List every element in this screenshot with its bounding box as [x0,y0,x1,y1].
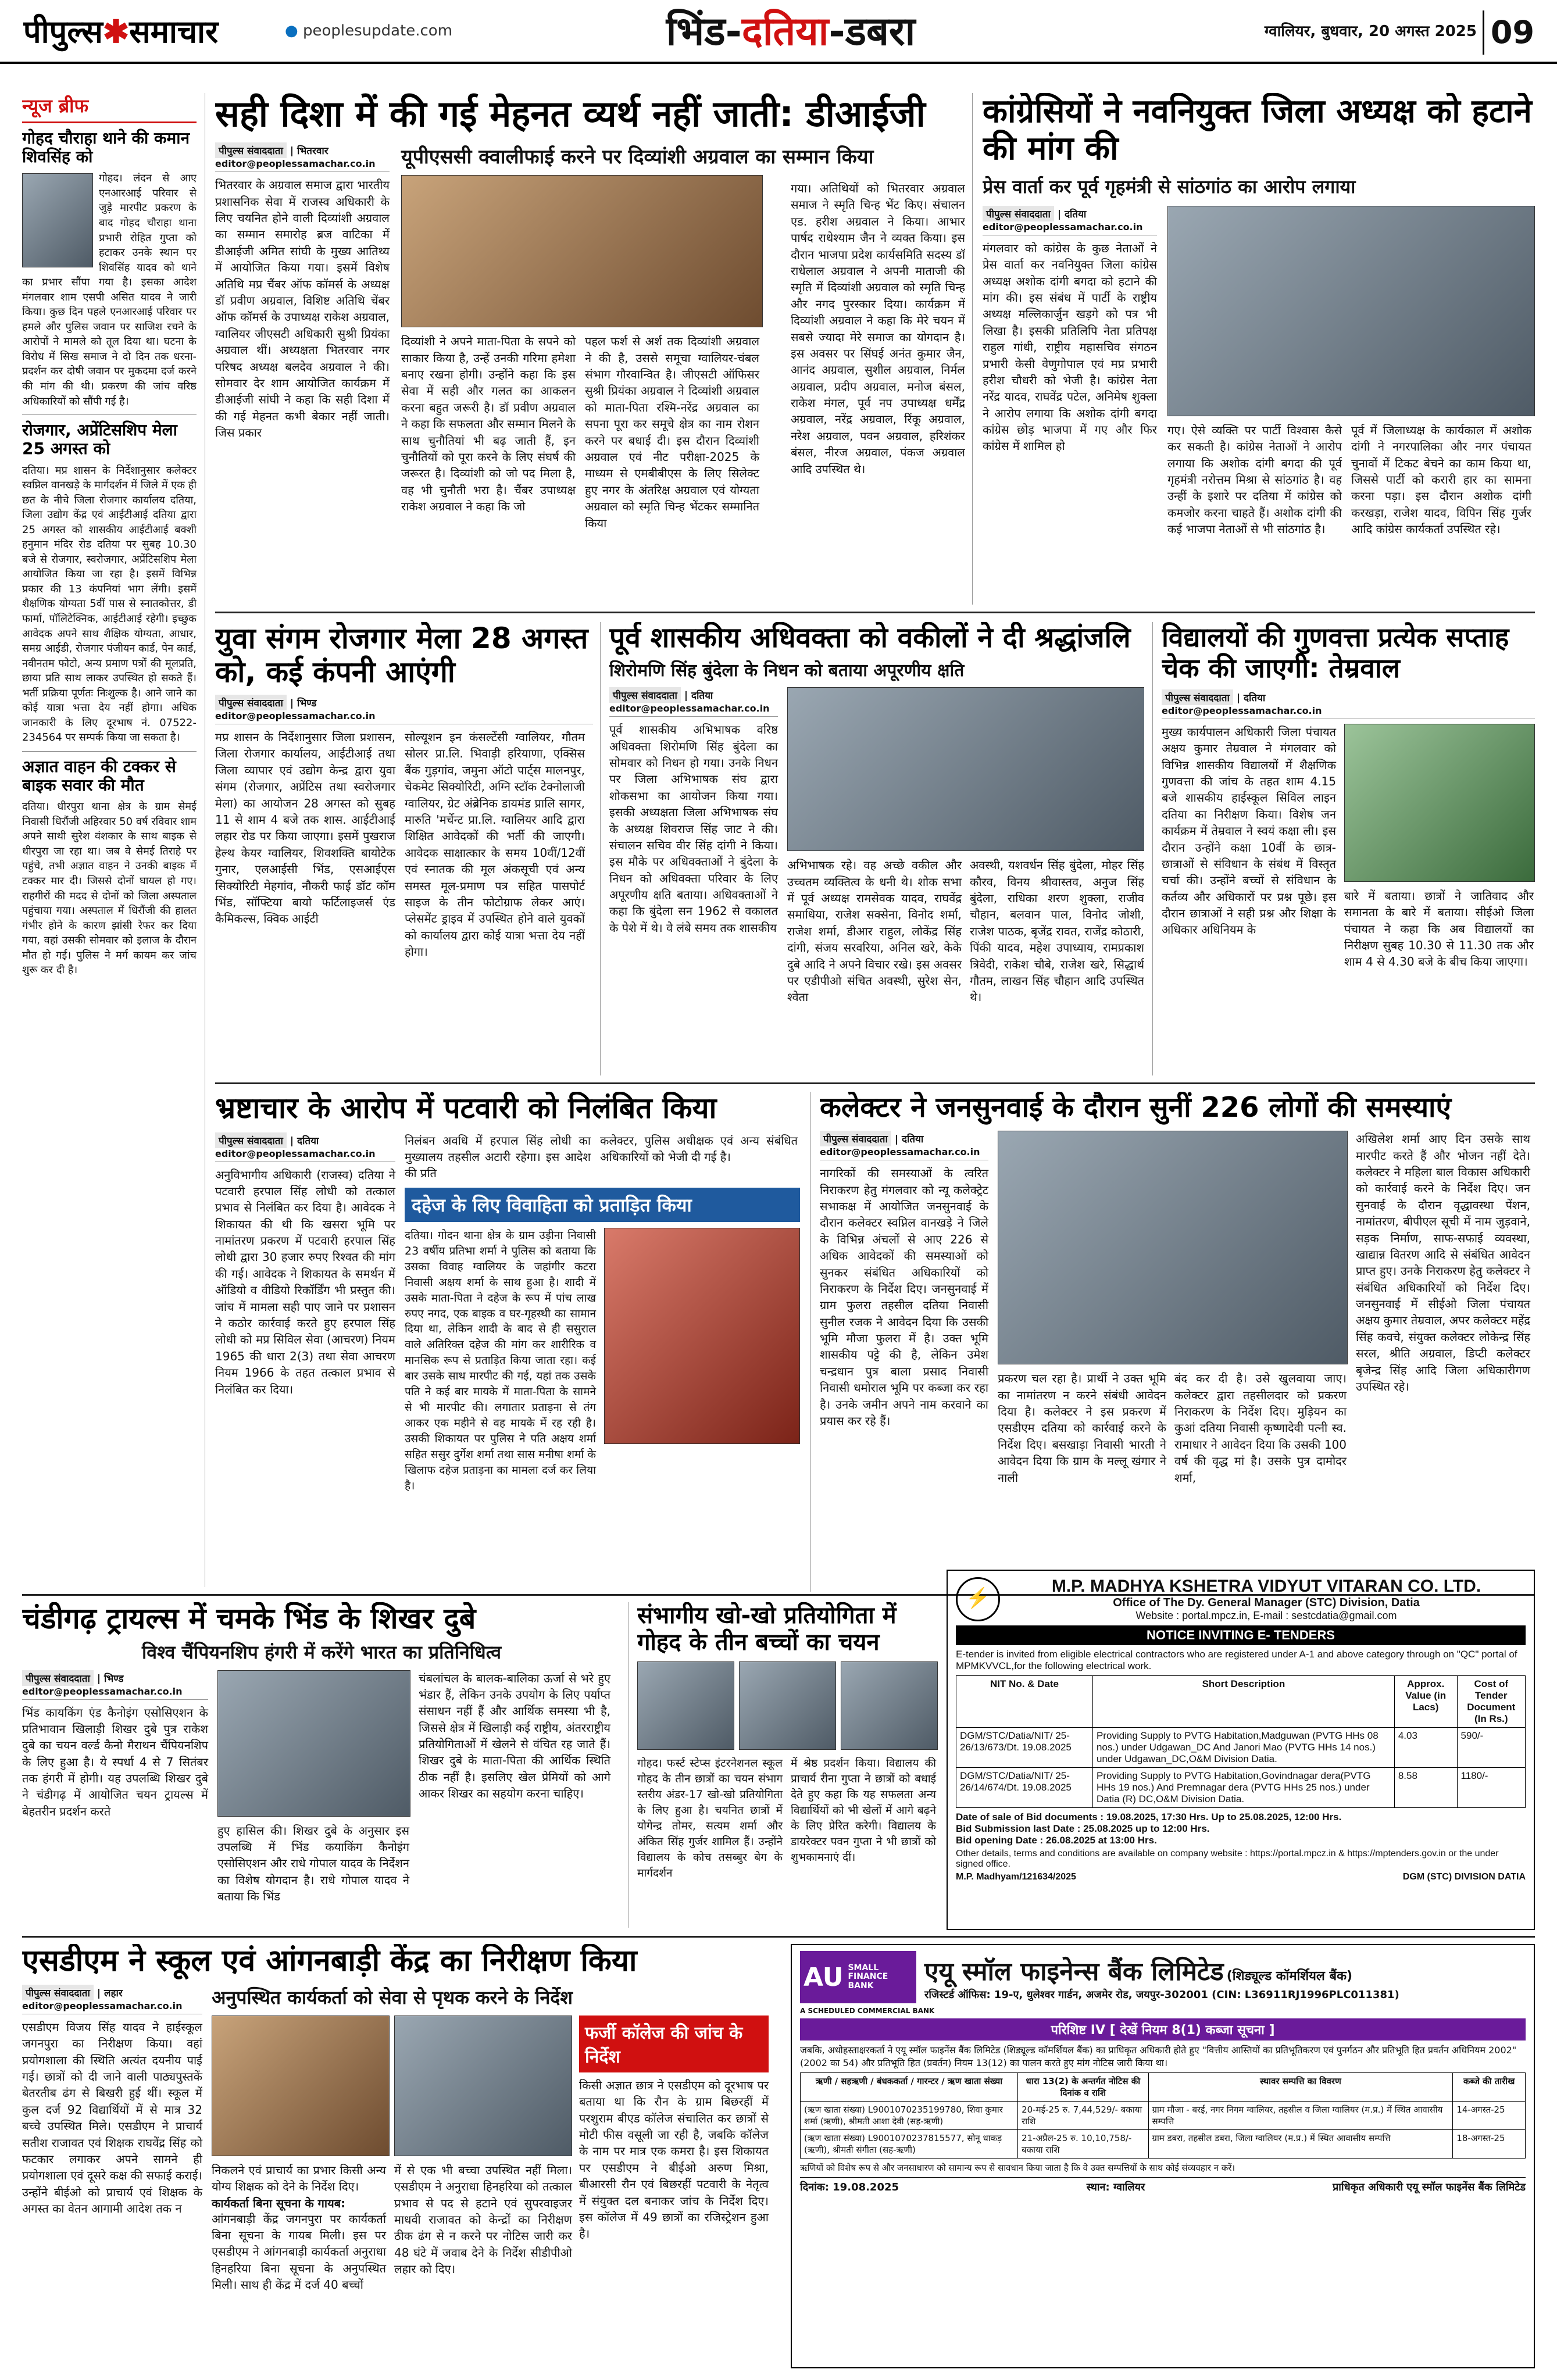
edition-part-c: -डबरा [829,9,916,55]
site-url[interactable] [285,22,459,45]
article-shikhar-col3: चंबलांचल के बालक-बालिका ऊर्जा से भरे हुए भंडार हैं, लेकिन उनके उपयोग के लिए पर्याप्त संसाधन नहीं हैं और आर्थिक समस्या भी है, जिससे क्षेत्र में खिलाड़ी कई राष्ट्रीय, अंतरराष्ट्रीय प्रतियोगिताओं में खेलने से वंचित रह जाते हैं। शिखर दुबे के माता-पिता की आर्थिक स्थिति ठीक नहीं है। इसलिए खेल प्रेमियों को आगे आकर शिखर का सहयोग करना चाहिए। [419,1671,610,1801]
article-tribute-col1: पूर्व शासकीय अभिभाषक वरिष्ठ अधिवक्ता शिरोमणि सिंह बुंदेला का सोमवार को निधन हो गया। उनके निधन पर जिला अभिभाषक संघ द्वारा शोकसभा का आयोजन किया गया। इसकी अध्यक्षता जिला अभिभाषक संघ के अध्यक्ष शिवराज सिंह जाट ने की। संचालन सचिव वीर सिंह दांगी ने किया। इस मौके पर अधिवक्ताओं ने बुंदेला के निधन को अधिवक्ता परिवार के लिए अपूरणीय क्षति बताया। अधिवक्ताओं ने कहा कि बुंदेला सन 1962 से वकालत के पेशे में थे। वे लंबे समय तक शासकीय [609,723,778,935]
table-row [956,1768,1526,1808]
tender-office: Office of The Dy. General Manager (STC) Division, Datia [1113,1596,1420,1609]
khokho-student-photo-3 [841,1661,938,1750]
tender-logo-icon: ⚡ [956,1577,1000,1621]
tender-date-value: 26.08.2025 at 13:00 Hrs. [1045,1835,1157,1846]
tender-company: M.P. MADHYA KSHETRA VIDYUT VITARAN CO. LTD. [1051,1577,1481,1596]
au-cell: ग्राम मौजा - बरई, नगर निगम ग्वालियर, तहसील व जिला ग्वालियर (म.प्र.) में स्थित आवासीय सम्पत्ति [1148,2102,1453,2130]
article-dig-col3: पहल फर्श से अर्श तक दिव्यांशी अग्रवाल ने की है, उससे समूचा ग्वालियर-चंबल संभाग गौरवान्वित है। जीएसटी ऑफिसर सुश्री प्रियंका अग्रवाल ने दिव्यांशी अग्रवाल को माता-पिता रश्मि-नरेंद्र अग्रवाल का सपना पूरा कर समूचे क्षेत्र का नाम रोशन करने पर बधाई दी। इस दौरान दिव्यांशी अग्रवाल एवं नीट परीक्षा-2025 के माध्यम से एमबीबीएस के लिए सिलेक्ट हुए नगर के अंतरिक्ष अग्रवाल एवं योग्यता अग्रवाल को स्मृति चिन्ह भेंटकर सम्मानित किया [585,334,759,530]
article-job-fair-email: editor@peoplessamachar.co.in [215,710,593,724]
tender-date-value: 19.08.2025, 17:30 Hrs. Up to 25.08.2025, 12:00 Hrs. [1106,1811,1342,1822]
article-tribute-headline: पूर्व शासकीय अधिवक्ता को वकीलों ने दी श्रद्धांजलि [609,622,1131,654]
tender-cell: 4.03 [1394,1728,1457,1768]
article-khokho-col2: में श्रेष्ठ प्रदर्शन किया। विद्यालय की प्राचार्य रीना गुप्ता ने छात्रों को बधाई देते हुए कहा कि यह सफलता अन्य विद्यार्थियों को भी खेलों में आगे बढ़ने के लिए प्रेरित करेगी। विद्यालय के डायरेक्टर पवन गुप्ता ने भी छात्रों को शुभकामनाएं दीं। [791,1757,936,1864]
tender-footer: Other details, terms and conditions are available on company website : https://portal.mpcz.in & https://mptenders.gov.in or the under signed office. [956,1849,1499,1869]
au-notice-title: परिशिष्ट IV [ देखें नियम 8(1) कब्जा सूचना ] [800,2018,1526,2040]
tender-cell: Providing Supply to PVTG Habitation,Madguwan (PVTG HHs 08 nos.) under Udgawan_DC And Janori Mao (PVTG HHs 14 nos.) under Udgawan_DC,O&M Division Datia. [1092,1728,1394,1768]
article-sdm-col3: में से एक भी बच्चा उपस्थित नहीं मिला। एसडीएम ने अनुराधा हिनहरिया को तत्काल प्रभाव से पद से हटाने एवं सुपरवाइजर माधवी राजावत को केन्द्रों का निरीक्षण ठीक ढंग से न करने पर नोटिस जारी कर 48 घंटे में जवाब देने के निर्देश सीडीपीओ लहार को दिए। [394,2163,572,2277]
article-job-fair-headline: युवा संगम रोजगार मेला 28 अगस्त को, कई कंपनी आएंगी [215,622,588,689]
brief-item-2-text: दतिया। मप्र शासन के निर्देशानुसार कलेक्टर स्वप्निल वानखड़े के मार्गदर्शन में जिले में एक ही छत के नीचे जिला रोजगार कार्यालय दतिया, जिला उद्योग केंद्र एवं आईटीआई दतिया द्वारा 25 अगस्त को शासकीय आईटीआई बक्शी हनुमान मंदिर रोड दतिया पर सुबह 10.30 बजे से रोजगार, स्वरोजगार, अप्रेंटिसशिप मेला आयोजित किया जा रहा है। इसमें विभिन्न प्रकार की 13 कंपनियां भाग लेंगी। इसमें शैक्षणिक योग्यता 5वीं पास से स्नातकोत्तर, डी फार्मा, पॉलिटेक्निक, आईटीआई रहेगी। इच्छुक आवेदक अपने साथ शैक्षिक योग्यता, आधार, समग्र आईडी, रोजगार पंजीयन कार्ड, पेन कार्ड, नवीनतम फोटो, अन्य प्रमाण पत्रों की मूलप्रति, छाया प्रति साथ लाकर उपस्थित हो सकते हैं। भर्ती प्रक्रिया पूर्णतः निःशुल्क है। आने जाने का कोई यात्रा भत्ता देय नहीं होगा। अधिक जानकारी के लिए दूरभाष नं. 07522-234564 पर सम्पर्क किया जा सकता है। [22,464,197,744]
au-logo-sub3: BANK [848,1981,874,1991]
article-sdm-note-title: कार्यकर्ता बिना सूचना के गायब: [212,2196,346,2210]
brand-right: समाचार [129,13,219,50]
article-patwari-headline: भ्रष्टाचार के आरोप में पटवारी को निलंबित किया [215,1092,717,1125]
article-sdm-headline: एसडीएम ने स्कूल एवं आंगनबाड़ी केंद्र का निरीक्षण किया [22,1944,637,1978]
au-col-header: ऋणी / सहऋणी / बंधककर्ता / गारन्टर / ऋण खाता संख्या [801,2073,1018,2102]
brief-item-1-title: गोहद चौराहा थाने की कमान शिवसिंह को [22,128,190,167]
article-khokho [637,1602,940,1928]
au-bank-notice [791,1944,1535,2368]
article-sdm-col1: एसडीएम विजय सिंह यादव ने हाईस्कूल जगनपुरा का निरीक्षण किया। वहां प्रयोगशाला की स्थिति अत्यंत दयनीय पाई गई। छात्रों को दी जाने वाली पाठ्यपुस्तकें बेतरतीब ढंग से बिखरी हुई थीं। स्कूल में कुल दर्ज 92 विद्यार्थियों में से मात्र 32 बच्चे उपस्थित मिले। एसडीएम ने प्राचार्य सतीश राजावत एवं शिक्षक राघवेंद्र सिंह को फटकार लगाकर अपने सामने ही प्रयोगशाला एवं दूसरे कक्ष की सफाई कराई। उन्होंने बीईओ को प्राचार्य एवं शिक्षक के अगस्त का वेतन आगामी आदेश तक न [22,2020,202,2216]
au-cell: 21-अप्रैल-25 रु. 10,10,758/- बकाया राशि [1018,2130,1148,2159]
edition-part-b: दतिया [741,9,829,55]
tender-table [956,1675,1526,1808]
au-title-sub: (शिड्यूल्ड कॉमर्शियल बैंक) [1226,1969,1353,1984]
article-patwari-col2: निलंबन अवधि में हरपाल सिंह लोधी का मुख्यालय तहसील अटारी रहेगा। इस आदेश की प्रति [405,1133,591,1181]
au-cell: 14-अगस्त-25 [1453,2102,1526,2130]
article-sdm-place: लहार [103,1987,123,1999]
article-congress: कांग्रेसियों ने नवनियुक्त जिला अध्यक्ष को हटाने की मांग की प्रेस वार्ता कर पूर्व गृहमंत्री से सांठगांठ का आरोप लगाया पीपुल्स संवाददाता | दतिया editor@peoplessamachar.co.in मंगलवार को कांग्रेस के कुछ नेताओं ने प्रेस वार्ता कर नवनियुक्त जिला कांग्रेस अध्यक्ष अशोक दांगी बगदा को हटाने की मांग की। इस संबंध में पार्टी के राष्ट्रीय अध्यक्ष मल्लिकार्जुन खड़गे को पत्र भी लिखा है। इसकी प्रतिलिपि नेता प्रतिपक्ष राहुल गांधी, राष्ट्रीय महासचिव संगठन प्रभारी केसी वेणुगोपाल एवं मप्र प्रभारी हरीश चौधरी को भेजी है। कांग्रेस नेता नरेंद्र यादव, राघवेंद्र पटेल, अनिमेष शुक्ला ने आरोप लगाया कि अशोक दांगी बगदा कांग्रेस छोड़ भाजपा में गए और फिर कांग्रेस में शामिल हो गए। ऐसे व्यक्ति पर पार्टी विश्वास कैसे कर सकती है। कांग्रेस नेताओं ने आरोप लगाया कि अशोक दांगी बगदा की पूर्व गृहमंत्री नरोत्तम मिश्रा से सांठगांठ है। वह उन्हीं के इशारे पर दतिया में कांग्रेस को कमजोर करना चाहते हैं। अशोक दांगी की कई भाजपा नेताओं से भी सांठगांठ है। पूर्व में जिलाध्यक्ष के कार्यकाल में अशोक दांगी ने नगरपालिका और नगर पंचायत चुनावों में टिकट बेचने का काम किया था, जिससे पार्टी को करारी हार का सामना करना पड़ा। इस दौरान अशोक दांगी करखड़ा, राजेश यादव, विपिन सिंह गुर्जर आदि कांग्रेस कार्यकर्ता उपस्थित रहे। [983,93,1535,605]
article-collector-col1: नागरिकों की समस्याओं के त्वरित निराकरण हेतु मंगलवार को न्यू कलेक्ट्रेट सभाकक्ष में आयोजित जनसुनवाई के दौरान कलेक्टर स्वप्निल वानखड़े ने जिले के विभिन्न अंचलों से आए 226 से अधिक आवेदकों की समस्याओं को सुनकर संबंधित अधिकारियों को निराकरण के निर्देश दिए। जनसुनवाई में ग्राम फुलरा तहसील दतिया निवासी सुनील रजक ने आवेदन दिया कि उसकी भूमि मौजा फुलरा में है। उक्त भूमि शासकीय पट्टे की है, लेकिन उमेश चन्द्रधान पुत्र बाला प्रसाद निवासी निवासी धमोराल भूमि पर कब्जा कर रहा है। उनके जमीन अपने नाम करवाने का प्रयास कर रहे हैं। [820,1166,988,1428]
article-job-fair-col2: सोल्यूशन इन कंसल्टेंसी ग्वालियर, गौतम सोलर प्रा.लि. भिवाड़ी हरियाणा, एक्सिस बैंक गुड़गांव, जमुना ऑटो पार्ट्स मालनपुर, चेकमेट सिक्योरिटी, अग्नि स्टॉक टेक्नोलाजी ग्वालियर, ग्रेट अंब्रेनिक डायमंड प्रालि सागर, मारुति 'मर्चेन्ट प्रा.लि. ग्वालियर आदि द्वारा शिक्षित आवेदकों की भर्ती की जाएगी। आवेदक साक्षात्कार के समय 10वीं/12वीं एवं स्नातक की मूल अंकसूची एवं अन्य समस्त मूल-प्रमाण पत्र सहित पासपोर्ट साइज के तीन फोटोग्राफ लेकर आएं। प्लेसमेंट ड्राइव में उपस्थित होने वाले युवकों को कार्यालय द्वारा कोई यात्रा भत्ता देय नहीं होगा। [405,730,585,959]
article-tribute-photo-meeting [787,687,1144,851]
masthead [0,0,1557,64]
article-dig-col4: गया। अतिथियों को भितरवार अग्रवाल समाज ने स्मृति चिन्ह भेंट किए। संचालन एड. हरीश अग्रवाल ने किया। आभार पार्षद राधेश्याम जैन ने व्यक्त किया। इस दौरान भाजपा प्रदेश कार्यसमिति सदस्य डॉ राधेलाल अग्रवाल ने अपनी माताजी की स्मृति में दिव्यांशी अग्रवाल को स्मृति चिन्ह और नगद पुरस्कार दिया। कार्यक्रम में दिव्यांशी अग्रवाल ने कहा कि मेरे चयन में सबसे ज्यादा मेरे समाज का योगदान है। इस अवसर पर सिंघई अनंत कुमार जैन, आनंद अग्रवाल, सुशील अग्रवाल, निर्मल अग्रवाल, प्रदीप अग्रवाल, मनोज बंसल, राकेश मंगल, पूर्व नप उपाध्यक्ष धर्मेंद्र अग्रवाल, नरेंद्र अग्रवाल, रिंकू अग्रवाल, नरेश अग्रवाल, पवन अग्रवाल, हरिशंकर बंसल, नीरज अग्रवाल, पंकज अग्रवाल आदि उपस्थित थे। [791,181,965,476]
au-cell: (ऋण खाता संख्या) L9001070235199780, शिवा कुमार शर्मा (ऋणी), श्रीमती आशा देवी (सह-ऋणी) [801,2102,1018,2130]
brand-star-icon: ✱ [102,13,130,50]
page-number: 09 [1483,10,1541,55]
tender-col-header: Cost of Tender Document (In Rs.) [1457,1676,1525,1728]
article-congress-dek: प्रेस वार्ता कर पूर्व गृहमंत्री से सांठगांठ का आरोप लगाया [983,175,1356,198]
news-brief-label: न्यूज ब्रीफ [22,93,197,123]
tender-date-value: 25.08.2025 up to 12:00 Hrs. [1083,1823,1210,1834]
tender-col-header: NIT No. & Date [956,1676,1093,1728]
tender-ref: M.P. Madhyam/121634/2025 [956,1872,1076,1882]
au-title: एयू स्मॉल फाइनेन्स बैंक लिमिटेड [924,1957,1224,1986]
globe-icon: ● [285,22,298,40]
article-congress-col3: पूर्व में जिलाध्यक्ष के कार्यकाल में अशोक दांगी ने नगरपालिका और नगर पंचायत चुनावों में टिकट बेचने का काम किया था, जिससे पार्टी को करारी हार का सामना करना पड़ा। इस दौरान अशोक दांगी करखड़ा, राजेश यादव, विपिन सिंह गुर्जर आदि कांग्रेस कार्यकर्ता उपस्थित रहे। [1351,423,1531,537]
au-place: स्थान: ग्वालियर [1086,2181,1145,2194]
article-patwari-email: editor@peoplessamachar.co.in [215,1148,395,1162]
article-shikhar-dek: विश्व चैंपियनशिप हंगरी में करेंगे भारत का प्रतिनिधित्व [142,1641,501,1663]
article-congress-col1: मंगलवार को कांग्रेस के कुछ नेताओं ने प्रेस वार्ता कर नवनियुक्त जिला कांग्रेस अध्यक्ष अशोक दांगी बगदा को हटाने की मांग की। इस संबंध में पार्टी के राष्ट्रीय अध्यक्ष मल्लिकार्जुन खड़गे को पत्र भी लिखा है। इसकी प्रतिलिपि नेता प्रतिपक्ष राहुल गांधी, राष्ट्रीय महासचिव संगठन प्रभारी केसी वेणुगोपाल एवं मप्र प्रभारी हरीश चौधरी को भेजी है। कांग्रेस नेता नरेंद्र यादव, राघवेंद्र पटेल, अनिमेष शुक्ला ने आरोप लगाया कि अशोक दांगी बगदा कांग्रेस छोड़ भाजपा में गए और फिर कांग्रेस में शामिल हो [983,241,1157,453]
tender-signatory: DGM (STC) DIVISION DATIA [1402,1872,1526,1882]
article-tribute-place: दतिया [691,690,713,702]
article-dig-place: भितरवार [297,145,328,158]
article-patwari: भ्रष्टाचार के आरोप में पटवारी को निलंबित किया पीपुल्स संवाददाता | दतिया editor@peoplessamachar.co.in अनुविभागीय अधिकारी (राजस्व) दतिया ने पटवारी हरपाल सिंह लोधी को तत्काल प्रभाव से निलंबित कर दिया है। आवेदक ने शिकायत की थी कि खसरा भूमि पर नामांतरण प्रकरण में पटवारी हरपाल सिंह लोधी द्वारा 30 हजार रुपए रिश्वत की मांग की गई। आवेदक ने शिकायत के समर्थन में ऑडियो व वीडियो रिकॉर्डिंग भी प्रस्तुत की। जांच में मामला सही पाए जाने पर प्रशासन ने कठोर कार्रवाई करते हुए हरपाल सिंह लोधी को मप्र सिविल सेवा (आचरण) नियम 1965 की धारा 2(3) तथा सेवा आचरण नियम 1966 के तहत तत्काल प्रभाव से निलंबित कर दिया। निलंबन अवधि में हरपाल सिंह लोधी का मुख्यालय तहसील अटारी रहेगा। इस आदेश की प्रति कलेक्टर, पुलिस अधीक्षक एवं अन्य संबंधित अधिकारियों को भेजी दी गई है। दहेज के लिए विवाहिता को प्रताड़ित किया दतिया। गोदन थाना क्षेत्र के ग्राम उड़ीना निवासी 23 वर्षीय प्रतिभा शर्मा ने पुलिस को बताया कि उसका विवाह ग्वालियर के जहांगीर कटरा निवासी अक्षय शर्मा के साथ हुआ है। शादी में उसके माता-पिता ने दहेज के रूप में पांच लाख रुपए नगद, एक बाइक व घर-गृहस्थी का सामान दिया था, लेकिन शादी के बाद से ही ससुराल वाले अतिरिक्त दहेज की मांग कर शारीरिक व मानसिक रूप से प्रताड़ित किया जाता रहा। कई बार उसके साथ मारपीट की गई, यहां तक उसके पति ने कई बार मायके में माता-पिता के सामने से भी मारपीट की। लगातार प्रताड़ना से तंग आकर एक महीने से वह मायके में रह रही है। उसकी शिकायत पर पुलिस ने पति अक्षय शर्मा सहित ससुर दुर्गेश शर्मा तथा सास मनीषा शर्मा के खिलाफ दहेज प्रताड़ना का मामला दर्ज कर लिया है। [215,1092,802,1592]
au-logo-text: AU [804,1962,844,1992]
au-bank-logo [800,1951,916,2003]
article-collector-headline: कलेक्टर ने जनसुनवाई के दौरान सुनीं 226 लोगों की समस्याएं [820,1092,1452,1124]
article-schools-place: दतिया [1243,692,1266,704]
article-collector-col2: प्रकरण चल रहा है। प्रार्थी ने उक्त भूमि का नामांतरण न करने संबंधी आवेदन दिया है। कलेक्टर ने इस प्रकरण में एसडीएम दतिया को कार्रवाई करने के निर्देश दिए। बसखाड़ा निवासी भारती ने आवेदन दिया कि ग्राम के मल्लू खंगार ने नाली [998,1371,1166,1485]
article-patwari-place: दतिया [297,1135,319,1147]
fake-college-box-title: फर्जी कॉलेज की जांच के निर्देश [579,2016,769,2072]
article-schools-email: editor@peoplessamachar.co.in [1162,705,1535,719]
article-sdm-photo-2 [394,2016,572,2156]
au-col-header: कब्जे की तारीख [1453,2073,1526,2102]
article-patwari-col3: कलेक्टर, पुलिस अधीक्षक एवं अन्य संबंधित अधिकारियों को भेजी दी गई है। [600,1133,798,1164]
tender-col-header: Approx. Value (in Lacs) [1394,1676,1457,1728]
article-collector-photo-hearing [998,1131,1348,1364]
article-collector-col4: अखिलेश शर्मा आए दिन उसके साथ मारपीट करते हैं और भोजन नहीं देते। कलेक्टर ने महिला बाल विकास अधिकारी को कार्रवाई करने के निर्देश दिए। जन सुनवाई के दौरान वृद्धावस्था पेंशन, नामांतरण, बीपीएल सूची में नाम जुड़वाने, सड़क निर्माण, साफ-सफाई व्यवस्था, खाद्यान्न वितरण आदि से संबंधित आवेदन प्राप्त हुए। उनके निराकरण हेतु कलेक्टर ने संबंधित अधिकारियों को निर्देश दिए। जनसुनवाई में सीईओ जिला पंचायत अक्षय कुमार तेम्रवाल, अपर कलेक्टर महेंद्र सिंह कवचे, संयुक्त कलेक्टर लोकेन्द्र सिंह सरल, श्रीति अग्रवाल, डिप्टी कलेक्टर बृजेन्द्र सिंह आदि जिला अधिकारीगण उपस्थित रहे। [1356,1132,1530,1394]
article-sdm-photo-1 [212,2016,390,2156]
khokho-student-photo-2 [739,1661,836,1750]
au-intro: जबकि, अधोहस्ताक्षरकर्ता ने एयू स्मॉल फाइनेंस बैंक लिमिटेड (शिड्यूल्ड कॉमर्शियल बैंक) का प्राधिकृत अधिकारी होते हुए "वित्तीय आस्तियों का प्रतिभूतिकरण एवं पुनर्गठन और प्रतिभूति हित प्रवर्तन अधिनियम 2002" (2002 का 54) और प्रतिभूति हित (प्रवर्तन) नियम 13(12) का पालन करते हुए मांग नोटिस जारी किया था। [800,2045,1517,2068]
article-sdm-col2b: आंगनबाड़ी केंद्र जगनपुरा पर कार्यकर्ता बिना सूचना के गायब मिली। इस पर एसडीएम ने आंगनबाड़ी कार्यकर्ता अनुराधा हिनहरिया बिना सूचना के अनुपस्थित मिली। साथ ही केंद्र में दर्ज 40 बच्चों [212,2211,386,2292]
article-sdm-email: editor@peoplessamachar.co.in [22,2000,202,2014]
table-row [956,1728,1526,1768]
article-schools-photo-classroom [1344,724,1535,882]
article-sdm-byline: पीपुल्स संवाददाता [22,1985,94,2000]
dateline: ग्वालियर, बुधवार, 20 अगस्त 2025 [1264,23,1477,40]
article-dig-email: editor@peoplessamachar.co.in [215,158,390,172]
article-dig-byline: पीपुल्स संवाददाता [215,142,287,158]
article-schools-byline: पीपुल्स संवाददाता [1162,689,1233,705]
article-tribute-col3: अवस्थी, यशवर्धन सिंह बुंदेला, मोहर सिंह कौरव, विनय श्रीवास्तव, अनुज सिंह बुंदेला, राधिका शरण शुक्ला, राजीव चौहान, बलवान पाल, विनोद जोशी, राजेश पाठक, बृजेंद्र रावत, राजेंद्र कोठारी, पिंकी यादव, महेश उपाध्याय, रामप्रकाश त्रिवेदी, राकेश चौबे, राजेश खरे, सिद्धार्थ गौतम, लाखन सिंह चौहान आदि उपस्थित थे। [970,858,1144,1005]
au-logo-sub1: SMALL [848,1963,879,1972]
au-reg: रजिस्टर्ड ऑफिस: 19-ए, धुलेश्वर गार्डन, अजमेर रोड, जयपुर-302001 (CIN: L36911RJ1996PLC011381) [924,1989,1399,2001]
tender-date-label: Bid opening Date [956,1835,1037,1846]
brand-logo[interactable] [23,10,279,52]
article-collector-col3: बंद कर दी है। उसे खुलवाया जाए। कलेक्टर द्वारा तहसीलदार को प्रकरण निराकरण के निर्देश दिए। मुड़ियन का कुआं दतिया निवासी कृष्णादेवी पत्नी स्व. रामाधार ने आवेदन दिया कि उसकी 100 वर्ष की वृद्ध मां है। उसके पुत्र दामोदर शर्मा, [1174,1371,1347,1485]
article-patwari-col1: अनुविभागीय अधिकारी (राजस्व) दतिया ने पटवारी हरपाल सिंह लोधी को तत्काल प्रभाव से निलंबित कर दिया है। आवेदक ने शिकायत की थी कि खसरा भूमि पर नामांतरण प्रकरण में पटवारी हरपाल सिंह लोधी द्वारा 30 हजार रुपए रिश्वत की मांग की गई। आवेदक ने शिकायत के समर्थन में ऑडियो व वीडियो रिकॉर्डिंग भी प्रस्तुत की। जांच में मामला सही पाए जाने पर प्रशासन ने कठोर कार्रवाई करते हुए हरपाल सिंह लोधी को मप्र सिविल सेवा (आचरण) नियम 1965 की धारा 2(3) तथा सेवा आचरण नियम 1966 के तहत तत्काल प्रभाव से निलंबित कर दिया। [215,1167,395,1396]
article-job-fair-col1: मप्र शासन के निर्देशानुसार जिला प्रशासन, जिला रोजगार कार्यालय, आईटीआई तथा जिला व्यापार एवं उद्योग केन्द्र द्वारा युवा संगम (रोजगार, अप्रेंटिस तथा स्वरोजगार मेला) का आयोजन 28 अगस्त को सुबह 11 से शाम 4 बजे तक शास. आईटीआई लहार रोड पर किया जाएगा। इसमें पुखराज हेल्थ केयर ग्वालियर, शिवशक्ति बायोटेक गुनार, एलआईसी भिंड, एसआईएस सिक्योरिटी मेहगांव, नौकरी फाई डॉट कॉम भिंड, सॉफ्टिया बायो फर्टिलाइजर्स एंड कैमिकल्स, क्विक आईटी [215,730,395,926]
brand-left: पीपुल्स [23,13,103,50]
article-tribute: पूर्व शासकीय अधिवक्ता को वकीलों ने दी श्रद्धांजलि शिरोमणि सिंह बुंदेला के निधन को बताया अपूरणीय क्षति पीपुल्स संवाददाता | दतिया editor@peoplessamachar.co.in पूर्व शासकीय अभिभाषक वरिष्ठ अधिवक्ता शिरोमणि सिंह बुंदेला का सोमवार को निधन हो गया। उनके निधन पर जिला अभिभाषक संघ द्वारा शोकसभा का आयोजन किया गया। इसकी अध्यक्षता जिला अभिभाषक संघ के अध्यक्ष शिवराज सिंह जाट ने की। संचालन सचिव वीर सिंह दांगी ने किया। इस मौके पर अधिवक्ताओं ने बुंदेला के निधन को अधिवक्ता परिवार के लिए अपूरणीय क्षति बताया। अधिवक्ताओं ने कहा कि बुंदेला सन 1962 से वकालत के पेशे में थे। वे लंबे समय तक शासकीय अभिभाषक रहे। वह अच्छे वकील और उच्चतम व्यक्तित्व के धनी थे। शोक सभा में पूर्व अध्यक्ष रामसेवक यादव, राघवेंद्र समाधिया, राजेश सक्सेना, विनोद शर्मा, राजेश शर्मा, डीआर राहुल, लोकेंद्र सिंह दांगी, संजय सरवरिया, अनिल खरे, केके दुबे आदि ने अपने विचार रखे। इस अवसर पर एडीपीओ संचित अवस्थी, सुरेश सेन, श्वेता अवस्थी, यशवर्धन सिंह बुंदेला, मोहर सिंह कौरव, विनय श्रीवास्तव, अनुज सिंह बुंदेला, राधिका शरण शुक्ला, राजीव चौहान, बलवान पाल, विनोद जोशी, राजेश पाठक, बृजेंद्र रावत, राजेंद्र कोठारी, पिंकी यादव, महेश उपाध्याय, रामप्रकाश त्रिवेदी, राकेश चौबे, राजेश खरे, सिद्धार्थ गौतम, लाखन सिंह चौहान आदि उपस्थित थे। [609,622,1144,1075]
brief-photo-officer [22,173,93,267]
brief-item-1-text: गोहद। लंदन से आए एनआरआई परिवार से जुड़े मारपीट प्रकरण के बाद गोहद चौराहा थाना प्रभारी रोहित गुप्ता को हटाकर उनके स्थान पर शिवसिंह यादव को थाने का प्रभार सौंपा गया है। इसका आदेश मंगलवार शाम एसपी असित यादव ने जारी किया। कुछ दिन पहले एनआरआई परिवार पर हमले और पुलिस जवान पर साजिश रचने के आरोपों ने मामले को तूल दिया था। घटना के विरोध में सिख समाज ने दो दिन तक धरना-प्रदर्शन कर दोषी जवान पर मुकदमा दर्ज करने की मांग की थी। प्रकरण की जांच वरिष्ठ अधिकारियों को सौंपी गई है। [22,172,197,408]
au-logo-sub2: FINANCE [848,1972,888,1982]
article-tribute-col2: अभिभाषक रहे। वह अच्छे वकील और उच्चतम व्यक्तित्व के धनी थे। शोक सभा में पूर्व अध्यक्ष रामसेवक यादव, राघवेंद्र समाधिया, राजेश सक्सेना, विनोद शर्मा, राजेश शर्मा, डीआर राहुल, लोकेंद्र सिंह दांगी, संजय सरवरिया, अनिल खरे, केके दुबे आदि ने अपने विचार रखे। इस अवसर पर एडीपीओ संचित अवस्थी, सुरेश सेन, श्वेता [787,858,962,1005]
article-collector-byline: पीपुल्स संवाददाता [820,1131,891,1146]
article-tribute-byline: पीपुल्स संवाददाता [609,687,681,703]
article-shikhar-byline: पीपुल्स संवाददाता [22,1670,94,1686]
dowry-illustration [604,1228,800,1444]
khokho-student-photo-1 [637,1661,734,1750]
article-shikhar-col1: भिंड कायकिंग एंड कैनोइंग एसोसिएशन के प्रतिभावान खिलाड़ी शिखर दुबे पुत्र राकेश दुबे का चयन वर्ल्ड कैनो मैराथन चैंपियनशिप के लिए हुआ है। ये स्पर्धा 4 से 7 सितंबर तक हंगरी में होगी। यह उपलब्धि शिखर दुबे ने चंडीगढ़ में आयोजित चयन ट्रायल्स में बेहतरीन प्रदर्शन करते [22,1705,208,1818]
article-congress-col2: गए। ऐसे व्यक्ति पर पार्टी विश्वास कैसे कर सकती है। कांग्रेस नेताओं ने आरोप लगाया कि अशोक दांगी बगदा की पूर्व गृहमंत्री नरोत्तम मिश्रा से सांठगांठ है। वह उन्हीं के इशारे पर दतिया में कांग्रेस को कमजोर करना चाहते हैं। अशोक दांगी की कई भाजपा नेताओं से भी सांठगांठ है। [1167,423,1342,537]
article-shikhar: चंडीगढ़ ट्रायल्स में चमके भिंड के शिखर दुबे विश्व चैंपियनशिप हंगरी में करेंगे भारत का प्रतिनिधित्व पीपुल्स संवाददाता | भिण्ड editor@peoplessamachar.co.in भिंड कायकिंग एंड कैनोइंग एसोसिएशन के प्रतिभावान खिलाड़ी शिखर दुबे पुत्र राकेश दुबे का चयन वर्ल्ड कैनो मैराथन चैंपियनशिप के लिए हुआ है। ये स्पर्धा 4 से 7 सितंबर तक हंगरी में होगी। यह उपलब्धि शिखर दुबे ने चंडीगढ़ में आयोजित चयन ट्रायल्स में बेहतरीन प्रदर्शन करते हुए हासिल की। शिखर दुबे के अनुसार इस उपलब्धि में भिंड कयाकिंग कैनोइंग एसोसिएशन और राधे गोपाल यादव के निर्देशन का विशेष योगदान है। राधे गोपाल यादव ने बताया कि भिंड चंबलांचल के बालक-बालिका ऊर्जा से भरे हुए भंडार हैं, लेकिन उनके उपयोग के लिए पर्याप्त संसाधन नहीं हैं और आर्थिक समस्या भी है, जिससे क्षेत्र में खिलाड़ी कई राष्ट्रीय, अंतरराष्ट्रीय प्रतियोगिताओं में खेलने से वंचित रह जाते हैं। शिखर दुबे के माता-पिता की आर्थिक स्थिति ठीक नहीं है। इसलिए खेल प्रेमियों को आगे आकर शिखर का सहयोग करना चाहिए। [22,1602,621,1928]
article-dig-photo-felicitation [401,175,763,327]
article-job-fair-place: भिण्ड [297,698,317,709]
tender-title: NOTICE INVITING E- TENDERS [956,1625,1526,1645]
article-collector-email: editor@peoplessamachar.co.in [820,1146,988,1160]
au-cell: ग्राम डबरा, तहसील डबरा, जिला ग्वालियर (म.प्र.) में स्थित आवासीय सम्पत्ति [1148,2130,1453,2159]
au-cell: 18-अगस्त-25 [1453,2130,1526,2159]
article-schools-col2: बारे में बताया। छात्रों ने जातिवाद और समानता के बारे में बताया। सीईओ जिला पंचायत ने कहा कि अब विद्यालयों का निरीक्षण सुबह 10.30 से 11.30 तक और शाम 4 से 4.30 बजे के बीच किया जाएगा। [1344,888,1534,969]
article-congress-headline: कांग्रेसियों ने नवनियुक्त जिला अध्यक्ष को हटाने की मांग की [983,93,1532,168]
article-khokho-col1: गोहद। फर्स्ट स्टेप्स इंटरनेशनल स्कूल गोहद के तीन छात्रों का चयन संभाग स्तरीय अंडर-17 खो-खो प्रतियोगिता के लिए हुआ है। चयनित छात्रों में योगेन्द्र तोमर, सत्यम शर्मा और अंकित सिंह गुर्जर शामिल हैं। उन्होंने विद्यालय के कोच तसब्बुर बेग के मार्गदर्शन [637,1757,783,1879]
dowry-subheadline: दहेज के लिए विवाहिता को प्रताड़ित किया [405,1188,800,1222]
article-sdm-dek: अनुपस्थित कार्यकर्ता को सेवा से पृथक करने के निर्देश [212,1986,573,2009]
tender-cell: 1180/- [1457,1768,1525,1808]
article-job-fair: युवा संगम रोजगार मेला 28 अगस्त को, कई कंपनी आएंगी पीपुल्स संवाददाता | भिण्ड editor@peoplessamachar.co.in मप्र शासन के निर्देशानुसार जिला प्रशासन, जिला रोजगार कार्यालय, आईटीआई तथा जिला व्यापार एवं उद्योग केन्द्र द्वारा युवा संगम (रोजगार, अप्रेंटिस तथा स्वरोजगार मेला) का आयोजन 28 अगस्त को सुबह 11 से शाम 4 बजे तक शास. आईटीआई लहार रोड पर किया जाएगा। इसमें पुखराज हेल्थ केयर ग्वालियर, शिवशक्ति बायोटेक गुनार, एलआईसी भिंड, एसआईएस सिक्योरिटी मेहगांव, नौकरी फाई डॉट कॉम भिंड, सॉफ्टिया बायो फर्टिलाइजर्स एंड कैमिकल्स, क्विक आईटी सोल्यूशन इन कंसल्टेंसी ग्वालियर, गौतम सोलर प्रा.लि. भिवाड़ी हरियाणा, एक्सिस बैंक गुड़गांव, जमुना ऑटो पार्ट्स मालनपुर, चेकमेट सिक्योरिटी, अग्नि स्टॉक टेक्नोलाजी ग्वालियर, ग्रेट अंब्रेनिक डायमंड प्रालि सागर, मारुति 'मर्चेन्ट प्रा.लि. ग्वालियर आदि द्वारा शिक्षित आवेदकों की भर्ती की जाएगी। आवेदक साक्षात्कार के समय 10वीं/12वीं एवं स्नातक की मूल अंकसूची एवं अन्य समस्त मूल-प्रमाण पत्र सहित पासपोर्ट साइज के तीन फोटोग्राफ लेकर आएं। प्लेसमेंट ड्राइव में उपस्थित होने वाले युवकों को कार्यालय द्वारा कोई यात्रा भत्ता देय नहीं होगा। [215,622,593,1075]
article-shikhar-email: editor@peoplessamachar.co.in [22,1686,208,1700]
article-tribute-email: editor@peoplessamachar.co.in [609,703,778,717]
au-signatory: प्राधिकृत अधिकारी एयू स्मॉल फाइनेंस बैंक लिमिटेड [1333,2181,1526,2194]
fake-college-box-text: किसी अज्ञात छात्र ने एसडीएम को दूरभाष पर बताया था कि रौन के ग्राम बिछरहीं में परशुराम बीएड कॉलेज संचालित कर छात्रों से मोटी फीस वसूली जा रही है, जबकि कॉलेज के नाम पर मात्र एक कमरा है। इस शिकायत पर एसडीएम ने बीईओ अरुण मिश्रा, बीआरसी रौन एवं बिछरहीं पटवारी के नेतृत्व में संयुक्त दल बनाकर जांच के निर्देश दिए। इस कॉलेज में 49 छात्रों का रजिस्ट्रेशन हुआ है। [579,2078,769,2241]
article-schools-headline: विद्यालयों की गुणवत्ता प्रत्येक सप्ताह चेक की जाएगी: तेम्रवाल [1162,622,1509,684]
site-url-text: peoplesupdate.com [302,22,453,40]
article-khokho-headline: संभागीय खो-खो प्रतियोगिता में गोहद के तीन बच्चों का चयन [637,1602,897,1656]
edition-title [628,6,954,58]
article-congress-place: दतिया [1064,208,1087,220]
tender-cell: Providing Supply to PVTG Habitation,Govindnagar dera(PVTG HHs 19 nos.) And Premnagar dera (PVTG HHs 25 nos.) under Datia (R) DC,O&M Division Datia. [1092,1768,1394,1808]
article-shikhar-col2: हुए हासिल की। शिखर दुबे के अनुसार इस उपलब्धि में भिंड कयाकिंग कैनोइंग एसोसिएशन और राधे गोपाल यादव के निर्देशन का विशेष योगदान है। राधे गोपाल यादव ने बताया कि भिंड [217,1823,409,1904]
tender-cell: 8.58 [1394,1768,1457,1808]
article-dig-dek: यूपीएससी क्वालीफाई करने पर दिव्यांशी अग्रवाल का सम्मान किया [401,145,874,169]
article-congress-email: editor@peoplessamachar.co.in [983,221,1157,235]
au-cell: (ऋण खाता संख्या) L9001070237815577, सोनू धाकड़ (ऋणी), श्रीमती संगीता (सह-ऋणी) [801,2130,1018,2159]
article-schools: विद्यालयों की गुणवत्ता प्रत्येक सप्ताह चेक की जाएगी: तेम्रवाल पीपुल्स संवाददाता | दतिया editor@peoplessamachar.co.in मुख्य कार्यपालन अधिकारी जिला पंचायत अक्षय कुमार तेम्रवाल ने मंगलवार को विभिन्न शासकीय विद्यालयों में शैक्षणिक गुणवत्ता की जांच के तहत शाम 4.15 बजे शासकीय हाईस्कूल सिविल लाइन दतिया का निरीक्षण किया। विशेष जन कार्यक्रम में तेम्रवाल ने स्वयं कक्षा ली। इस दौरान उन्होंने कक्षा 10वीं के छात्र-छात्राओं से संविधान के संबंध में विस्तृत चर्चा की। उन्होंने बच्चों से संविधान के कर्तव्य और अधिकारों पर प्रश्न पूछे। इस दौरान छात्राओं ने सही प्रश्न और शिक्षा के अधिकार अधिनियम के बारे में बताया। छात्रों ने जातिवाद और समानता के बारे में बताया। सीईओ जिला पंचायत ने कहा कि अब विद्यालयों का निरीक्षण सुबह 10.30 से 11.30 तक और शाम 4 से 4.30 बजे के बीच किया जाएगा। [1162,622,1535,1075]
table-row [801,2102,1526,2130]
tender-cell: DGM/STC/Datia/NIT/ 25-26/14/674/Dt. 19.08.2025 [956,1768,1093,1808]
article-dig-headline: सही दिशा में की गई मेहनत व्यर्थ नहीं जाती: डीआईजी [215,93,926,135]
article-patwari-byline: पीपुल्स संवाददाता [215,1132,287,1148]
tender-intro: E-tender is invited from eligible electrical contractors who are registered under A-1 and above category through on "QC" portal of MPMKVVCL,for the following electrical work. [956,1649,1517,1671]
tender-col-header: Short Description [1092,1676,1394,1728]
tender-cell: DGM/STC/Datia/NIT/ 25-26/13/673/Dt. 19.08.2025 [956,1728,1093,1768]
article-dig-col2: दिव्यांशी ने अपने माता-पिता के सपने को साकार किया है, उन्हें उनकी गरिमा हमेशा बनाए रखना होगी। उन्होंने कहा कि इस सेवा में सही और गलत का आकलन करना बहुत जरूरी है। डॉ प्रवीण अग्रवाल ने कहा कि सफलता और सम्मान मिलने के साथ चुनौतियां भी बढ़ जाती हैं, इन चुनौतियों को पूरा करने के लिए संघर्ष की जरूरत है। दिव्यांशी को जो पद मिला है, वह भी चुनौती भरा है। चैंबर उपाध्यक्ष राकेश अग्रवाल ने कहा कि जो [401,334,576,514]
brief-item-3-title: अज्ञात वाहन की टक्कर से बाइक सवार की मौत [22,756,176,795]
article-congress-byline: पीपुल्स संवाददाता [983,206,1054,221]
au-table [800,2072,1526,2159]
edition-part-a: भिंड- [666,9,742,55]
table-row [801,2130,1526,2159]
tender-notice: ⚡ M.P. MADHYA KSHETRA VIDYUT VITARAN CO. LTD. Office of The Dy. General Manager (STC) Division, Datia Website : portal.mpcz.in, E-mail : sestcdatia@gmail.com NOTICE INVITING E- TENDERS E-tender is invited from eligible electrical contractors who are registered under A-1 and above category through on "QC" portal of MPMKVVCL,for the following electrical work. NIT No. & Date Short Description Approx. Value (in Lacs) Cost of Tender Document (In Rs.) DGM/STC/Datia/NIT/ 25-26/13/673/Dt. 19.08.2025 Providing Supply to PVTG Habitation,Madguwan (PVTG HHs 08 nos.) under Udgawan_DC And Janori Mao (PVTG HHs 14 nos.) under Udgawan_DC,O&M Division Datia. 4.03 590/- DGM/STC/Datia/NIT/ 25-26/14/674/Dt. 19.08.2025 Providing Supply to PVTG Habitation,Govindnagar dera(PVTG HHs 19 nos.) And Premnagar dera (PVTG HHs 25 nos.) under Datia (R) DC,O&M Division Datia. 8.58 1180/- Date of sale of Bid documents : 19.08.2025, 17:30 Hrs. Up to 25.08.2025, 12:00 Hrs. Bid Submission last Date : 25.08.2025 up to 12:00 Hrs. Bid opening Date : 26.08.2025 at 13:00 Hrs. Other details, terms and conditions are available on company website : https://portal.mpcz.in & https://mptenders.gov.in or the under signed office. M.P. Madhyam/121634/2025 DGM (STC) DIVISION DATIA [947,1570,1535,1930]
article-sdm-col2: निकलने एवं प्राचार्य का प्रभार किसी अन्य योग्य शिक्षक को देने के निर्देश दिए। [212,2163,386,2194]
article-dig-col1: भितरवार के अग्रवाल समाज द्वारा भारतीय प्रशासनिक सेवा में राजस्व अधिकारी के लिए चयनित होने वाली दिव्यांशी अग्रवाल का सम्मान समारोह ब्रज वाटिका में डीआईजी अमित सांघी के मुख्य आतिथ्य में आयोजित किया गया। इसमें विशेष अतिथि मप्र चैंबर ऑफ कॉमर्स के अध्यक्ष डॉ प्रवीण अग्रवाल, विशिष्ट अतिथि चेंबर ऑफ कॉमर्स के उपाध्यक्ष राकेश अग्रवाल, ग्वालियर जीएसटी अधिकारी सुश्री प्रियंका अग्रवाल थीं। अध्यक्षता भितरवार नगर परिषद अध्यक्ष बलदेव अग्रवाल ने की। सोमवार देर शाम आयोजित कार्यक्रम में डीआईजी सांघी ने कहा कि सही दिशा में की गई मेहनत कभी बेकार नहीं जाती। जिस प्रकार [215,178,390,440]
article-collector: कलेक्टर ने जनसुनवाई के दौरान सुनीं 226 लोगों की समस्याएं पीपुल्स संवाददाता | दतिया editor@peoplessamachar.co.in नागरिकों की समस्याओं के त्वरित निराकरण हेतु मंगलवार को न्यू कलेक्ट्रेट सभाकक्ष में आयोजित जनसुनवाई के दौरान कलेक्टर स्वप्निल वानखड़े ने जिले के विभिन्न अंचलों से आए 226 से अधिक आवेदकों की समस्याओं को सुनकर संबंधित अधिकारियों को निराकरण के निर्देश दिए। जनसुनवाई में ग्राम फुलरा तहसील दतिया निवासी सुनील रजक ने आवेदन दिया कि उसकी भूमि मौजा फुलरा में है। उक्त भूमि शासकीय पट्टे की है, लेकिन उमेश चन्द्रधान पुत्र बाला प्रसाद निवासी निवासी धमोराल भूमि पर कब्जा कर रहा है। उनके जमीन अपने नाम करवाने का प्रयास कर रहे हैं। प्रकरण चल रहा है। प्रार्थी ने उक्त भूमि का नामांतरण न करने संबंधी आवेदन दिया है। कलेक्टर ने इस प्रकरण में एसडीएम दतिया को कार्रवाई करने के निर्देश दिए। बसखाड़ा निवासी भारती ने आवेदन दिया कि ग्राम के मल्लू खंगार ने नाली बंद कर दी है। उसे खुलवाया जाए। कलेक्टर द्वारा तहसीलदार को प्रकरण निराकरण के निर्देश दिए। मुड़ियन का कुआं दतिया निवासी कृष्णादेवी पत्नी स्व. रामाधार ने आवेदन दिया कि उसकी 100 वर्ष की वृद्ध मां है। उसके पुत्र दामोदर शर्मा, अखिलेश शर्मा आए दिन उसके साथ मारपीट करते हैं और भोजन नहीं देते। कलेक्टर ने महिला बाल विकास अधिकारी को कार्रवाई करने के निर्देश दिए। जन सुनवाई के दौरान वृद्धावस्था पेंशन, नामांतरण, बीपीएल सूची में नाम जुड़वाने, सड़क निर्माण, साफ-सफाई व्यवस्था, खाद्यान्न वितरण आदि से संबंधित आवेदन प्राप्त हुए। उनके निराकरण हेतु कलेक्टर ने संबंधित अधिकारियों को निर्देश दिए। जनसुनवाई में सीईओ जिला पंचायत अक्षय कुमार तेम्रवाल, अपर कलेक्टर महेंद्र सिंह कवचे, संयुक्त कलेक्टर लोकेन्द्र सिंह सरल, श्रीति अग्रवाल, डिप्टी कलेक्टर बृजेन्द्र सिंह आदि जिला अधिकारीगण उपस्थित रहे। [820,1092,1535,1592]
article-sdm: एसडीएम ने स्कूल एवं आंगनबाड़ी केंद्र का निरीक्षण किया पीपुल्स संवाददाता | लहार editor@peoplessamachar.co.in एसडीएम विजय सिंह यादव ने हाईस्कूल जगनपुरा का निरीक्षण किया। वहां प्रयोगशाला की स्थिति अत्यंत दयनीय पाई गई। छात्रों को दी जाने वाली पाठ्यपुस्तकें बेतरतीब ढंग से बिखरी हुई थीं। स्कूल में कुल दर्ज 92 विद्यार्थियों में से मात्र 32 बच्चे उपस्थित मिले। एसडीएम ने प्राचार्य सतीश राजावत एवं शिक्षक राघवेंद्र सिंह को फटकार लगाकर अपने सामने ही प्रयोगशाला एवं दूसरे कक्ष की सफाई कराई। उन्होंने बीईओ को प्राचार्य एवं शिक्षक के अगस्त का वेतन आगामी आदेश तक न अनुपस्थित कार्यकर्ता को सेवा से पृथक करने के निर्देश निकलने एवं प्राचार्य का प्रभार किसी अन्य योग्य शिक्षक को देने के निर्देश दिए। कार्यकर्ता बिना सूचना के गायब: आंगनबाड़ी केंद्र जगनपुरा पर कार्यकर्ता बिना सूचना के गायब मिली। इस पर एसडीएम ने आंगनबाड़ी कार्यकर्ता अनुराधा हिनहरिया बिना सूचना के अनुपस्थित मिली। साथ ही केंद्र में दर्ज 40 बच्चों में से एक भी बच्चा उपस्थित नहीं मिला। एसडीएम ने अनुराधा हिनहरिया को तत्काल प्रभाव से पद से हटाने एवं सुपरवाइजर माधवी राजावत को केन्द्रों का निरीक्षण ठीक ढंग से न करने पर नोटिस जारी कर 48 घंटे में जवाब देने के निर्देश सीडीपीओ लहार को दिए। फर्जी कॉलेज की जांच के निर्देश किसी अज्ञात छात्र ने एसडीएम को दूरभाष पर बताया था कि रौन के ग्राम बिछरहीं में परशुराम बीएड कॉलेज संचालित कर छात्रों से मोटी फीस वसूली जा रही है, जबकि कॉलेज के नाम पर मात्र एक कमरा है। इस शिकायत पर एसडीएम ने बीईओ अरुण मिश्रा, बीआरसी रौन एवं बिछरहीं पटवारी के नेतृत्व में संयुक्त दल बनाकर जांच के निर्देश दिए। इस कॉलेज में 49 छात्रों का रजिस्ट्रेशन हुआ है। [22,1944,778,2368]
article-collector-place: दतिया [901,1134,924,1146]
tender-date-label: Bid Submission last Date [956,1823,1075,1834]
au-footer: ऋणियों को विशेष रूप से और जनसाधारण को सामान्य रूप से सावधान किया जाता है कि वे उक्त सम्पत्तियों के साथ कोई संव्यवहार न करें। [800,2163,1235,2174]
brief-item-3-text: दतिया। धीरपुरा थाना क्षेत्र के ग्राम सेमई निवासी धिरौंजी अहिरवार 50 वर्ष रविवार शाम अपने साथी सुरेश वंशकार के साथ बाइक से धीरपुरा जा रहा था। जब वे सेमई तिराहे पर पहुंचे, तभी अज्ञात वाहन ने उनकी बाइक में टक्कर मार दी। जिससे दोनों घायल हो गए। राहगीरों की मदद से दोनों को जिला अस्पताल पहुंचाया गया। अस्पताल में धिरौंजी की हालत गंभीर होने के कारण झांसी रेफर कर दिया गया, वहां उसकी सोमवार को इलाज के दौरान मौत हो गई। पुलिस ने मर्ग कायम कर जांच शुरू कर दी है। [22,801,197,977]
article-congress-photo-press [1167,206,1535,416]
article-dig: सही दिशा में की गई मेहनत व्यर्थ नहीं जाती: डीआईजी पीपुल्स संवाददाता | भितरवार editor@peoplessamachar.co.in भितरवार के अग्रवाल समाज द्वारा भारतीय प्रशासनिक सेवा में राजस्व अधिकारी के लिए चयनित होने वाली दिव्यांशी अग्रवाल का सम्मान समारोह ब्रज वाटिका में डीआईजी अमित सांघी के मुख्य आतिथ्य में आयोजित किया गया। इसमें विशेष अतिथि मप्र चैंबर ऑफ कॉमर्स के अध्यक्ष डॉ प्रवीण अग्रवाल, विशिष्ट अतिथि चेंबर ऑफ कॉमर्स के उपाध्यक्ष राकेश अग्रवाल, ग्वालियर जीएसटी अधिकारी सुश्री प्रियंका अग्रवाल थीं। अध्यक्षता भितरवार नगर परिषद अध्यक्ष बलदेव अग्रवाल ने की। सोमवार देर शाम आयोजित कार्यक्रम में डीआईजी सांघी ने कहा कि सही दिशा में की गई मेहनत कभी बेकार नहीं जाती। जिस प्रकार यूपीएससी क्वालीफाई करने पर दिव्यांशी अग्रवाल का सम्मान किया दिव्यांशी ने अपने माता-पिता के सपने को साकार किया है, उन्हें उनकी गरिमा हमेशा बनाए रखना होगी। उन्होंने कहा कि इस सेवा में सही और गलत का आकलन करना बहुत जरूरी है। डॉ प्रवीण अग्रवाल ने कहा कि सफलता और सम्मान मिलने के साथ चुनौतियां भी बढ़ जाती हैं, इन चुनौतियों को पूरा करने के लिए संघर्ष की जरूरत है। दिव्यांशी को जो पद मिला है, वह भी चुनौती भरा है। चैंबर उपाध्यक्ष राकेश अग्रवाल ने कहा कि जो पहल फर्श से अर्श तक दिव्यांशी अग्रवाल ने की है, उससे समूचा ग्वालियर-चंबल संभाग गौरवान्वित है। जीएसटी ऑफिसर सुश्री प्रियंका अग्रवाल ने दिव्यांशी अग्रवाल को माता-पिता रश्मि-नरेंद्र अग्रवाल का सपना पूरा कर समूचे क्षेत्र का नाम रोशन करने पर बधाई दी। इस दौरान दिव्यांशी अग्रवाल एवं नीट परीक्षा-2025 के माध्यम से एमबीबीएस के लिए सिलेक्ट हुए नगर के अंतरिक्ष अग्रवाल एवं योग्यता अग्रवाल को स्मृति चिन्ह भेंटकर सम्मानित किया गया। अतिथियों को भितरवार अग्रवाल समाज ने स्मृति चिन्ह भेंट किए। संचालन एड. हरीश अग्रवाल ने किया। आभार पार्षद राधेश्याम जैन ने व्यक्त किया। इस दौरान भाजपा प्रदेश कार्यसमिति सदस्य डॉ राधेलाल अग्रवाल ने अपनी माताजी की स्मृति में दिव्यांशी अग्रवाल को स्मृति चिन्ह और नगद पुरस्कार दिया। कार्यक्रम में दिव्यांशी अग्रवाल ने कहा कि मेरे चयन में सबसे ज्यादा मेरे समाज का योगदान है। इस अवसर पर सिंघई अनंत कुमार जैन, आनंद अग्रवाल, सुशील अग्रवाल, निर्मल अग्रवाल, प्रदीप अग्रवाल, मनोज बंसल, राकेश मंगल, पूर्व नप उपाध्यक्ष धर्मेंद्र अग्रवाल, नरेंद्र अग्रवाल, रिंकू अग्रवाल, नरेश अग्रवाल, पवन अग्रवाल, हरिशंकर बंसल, नीरज अग्रवाल, पंकज अग्रवाल आदि उपस्थित थे। [215,93,965,605]
article-shikhar-headline: चंडीगढ़ ट्रायल्स में चमके भिंड के शिखर दुबे [22,1602,476,1635]
au-col-header: स्थावर सम्पत्ति का विवरण [1148,2073,1453,2102]
au-date: दिनांक: 19.08.2025 [800,2181,899,2194]
au-logo-tag: A SCHEDULED COMMERCIAL BANK [800,2007,935,2015]
brief-item-2-title: रोजगार, अप्रेंटिसशिप मेला 25 अगस्त को [22,420,177,459]
tender-website-line: Website : portal.mpcz.in, E-mail : sestcdatia@gmail.com [1135,1610,1397,1621]
article-shikhar-place: भिण्ड [103,1673,124,1685]
article-tribute-dek: शिरोमणि सिंह बुंदेला के निधन को बताया अपूरणीय क्षति [609,660,965,681]
article-shikhar-photo-kayak [217,1670,410,1817]
tender-cell: 590/- [1457,1728,1525,1768]
au-col-header: धारा 13(2) के अन्तर्गत नोटिस की दिनांक व राशि [1018,2073,1148,2102]
tender-date-label: Date of sale of Bid documents [956,1811,1098,1822]
dowry-text: दतिया। गोदन थाना क्षेत्र के ग्राम उड़ीना निवासी 23 वर्षीय प्रतिभा शर्मा ने पुलिस को बताया कि उसका विवाह ग्वालियर के जहांगीर कटरा निवासी अक्षय शर्मा के साथ हुआ है। शादी में उसके माता-पिता ने दहेज के रूप में पांच लाख रुपए नगद, एक बाइक व घर-गृहस्थी का सामान दिया था, लेकिन शादी के बाद से ही ससुराल वाले अतिरिक्त दहेज की मांग कर शारीरिक व मानसिक रूप से प्रताड़ित किया जाता रहा। कई बार उसके साथ मारपीट की गई, यहां तक उसके पति ने कई बार मायके में माता-पिता के सामने से भी मारपीट की। लगातार प्रताड़ना से तंग आकर एक महीने से वह मायके में रह रही है। उसकी शिकायत पर पुलिस ने पति अक्षय शर्मा सहित ससुर दुर्गेश शर्मा तथा सास मनीषा शर्मा के खिलाफ दहेज प्रताड़ना का मामला दर्ज कर लिया है। [405,1228,597,1493]
news-brief-column [22,93,197,1587]
au-cell: 20-मई-25 रु. 7,44,529/- बकाया राशि [1018,2102,1148,2130]
article-job-fair-byline: पीपुल्स संवाददाता [215,695,287,710]
article-schools-col1: मुख्य कार्यपालन अधिकारी जिला पंचायत अक्षय कुमार तेम्रवाल ने मंगलवार को विभिन्न शासकीय विद्यालयों में शैक्षणिक गुणवत्ता की जांच के तहत शाम 4.15 बजे शासकीय हाईस्कूल सिविल लाइन दतिया का निरीक्षण किया। विशेष जन कार्यक्रम में तेम्रवाल ने स्वयं कक्षा ली। इस दौरान उन्होंने कक्षा 10वीं के छात्र-छात्राओं से संविधान के संबंध में विस्तृत चर्चा की। उन्होंने बच्चों से संविधान के कर्तव्य और अधिकारों पर प्रश्न पूछे। इस दौरान छात्राओं ने सही प्रश्न और शिक्षा के अधिकार अधिनियम के [1162,724,1336,937]
